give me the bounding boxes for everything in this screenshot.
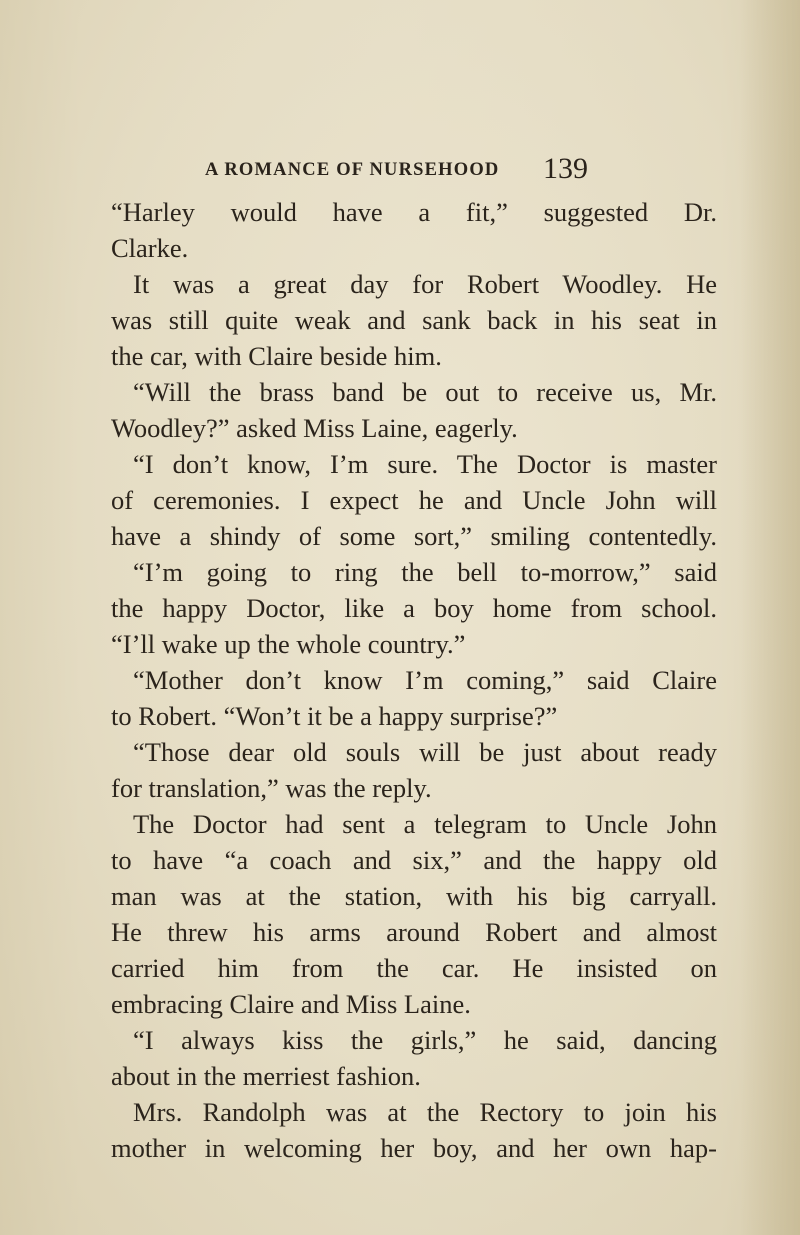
text-line: carried him from the car. He insisted on [111, 953, 717, 983]
text-line: “I don’t know, I’m sure. The Doctor is master [133, 449, 717, 479]
text-line: man was at the station, with his big carryall. [111, 881, 717, 911]
running-head [205, 152, 625, 188]
text-line: Mrs. Randolph was at the Rectory to join his [133, 1097, 717, 1127]
text-line: for translation,” was the reply. [111, 773, 432, 803]
text-line: It was a great day for Robert Woodley. He [133, 269, 717, 299]
text-line: have a shindy of some sort,” smiling contentedly. [111, 521, 717, 551]
text-line: “Will the brass band be out to receive us, Mr. [133, 377, 717, 407]
text-line: Clarke. [111, 233, 189, 263]
text-line: mother in welcoming her boy, and her own hap- [111, 1133, 717, 1163]
text-line: was still quite weak and sank back in his seat in [111, 305, 717, 335]
text-line: to have “a coach and six,” and the happy old [111, 845, 717, 875]
text-line: “Harley would have a fit,” suggested Dr. [111, 197, 717, 227]
text-line: about in the merriest fashion. [111, 1061, 421, 1091]
text-line: Woodley?” asked Miss Laine, eagerly. [111, 413, 518, 443]
text-line: He threw his arms around Robert and almost [111, 917, 717, 947]
page-edge-shadow [740, 0, 800, 1235]
text-line: “Those dear old souls will be just about ready [133, 737, 717, 767]
text-line: embracing Claire and Miss Laine. [111, 989, 471, 1019]
text-line: of ceremonies. I expect he and Uncle John will [111, 485, 717, 515]
text-line: the car, with Claire beside him. [111, 341, 442, 371]
text-line: “Mother don’t know I’m coming,” said Claire [133, 665, 717, 695]
text-line: “I always kiss the girls,” he said, dancing [133, 1025, 717, 1055]
running-head-title: A ROMANCE OF NURSEHOOD [205, 160, 500, 180]
text-line: to Robert. “Won’t it be a happy surprise?” [111, 701, 558, 731]
text-line: “I’m going to ring the bell to-morrow,” said [133, 557, 717, 587]
text-line: the happy Doctor, like a boy home from school. [111, 593, 717, 623]
text-line: The Doctor had sent a telegram to Uncle John [133, 809, 717, 839]
page-number: 139 [543, 152, 588, 185]
text-line: “I’ll wake up the whole country.” [111, 629, 466, 659]
body-text [111, 194, 717, 1166]
